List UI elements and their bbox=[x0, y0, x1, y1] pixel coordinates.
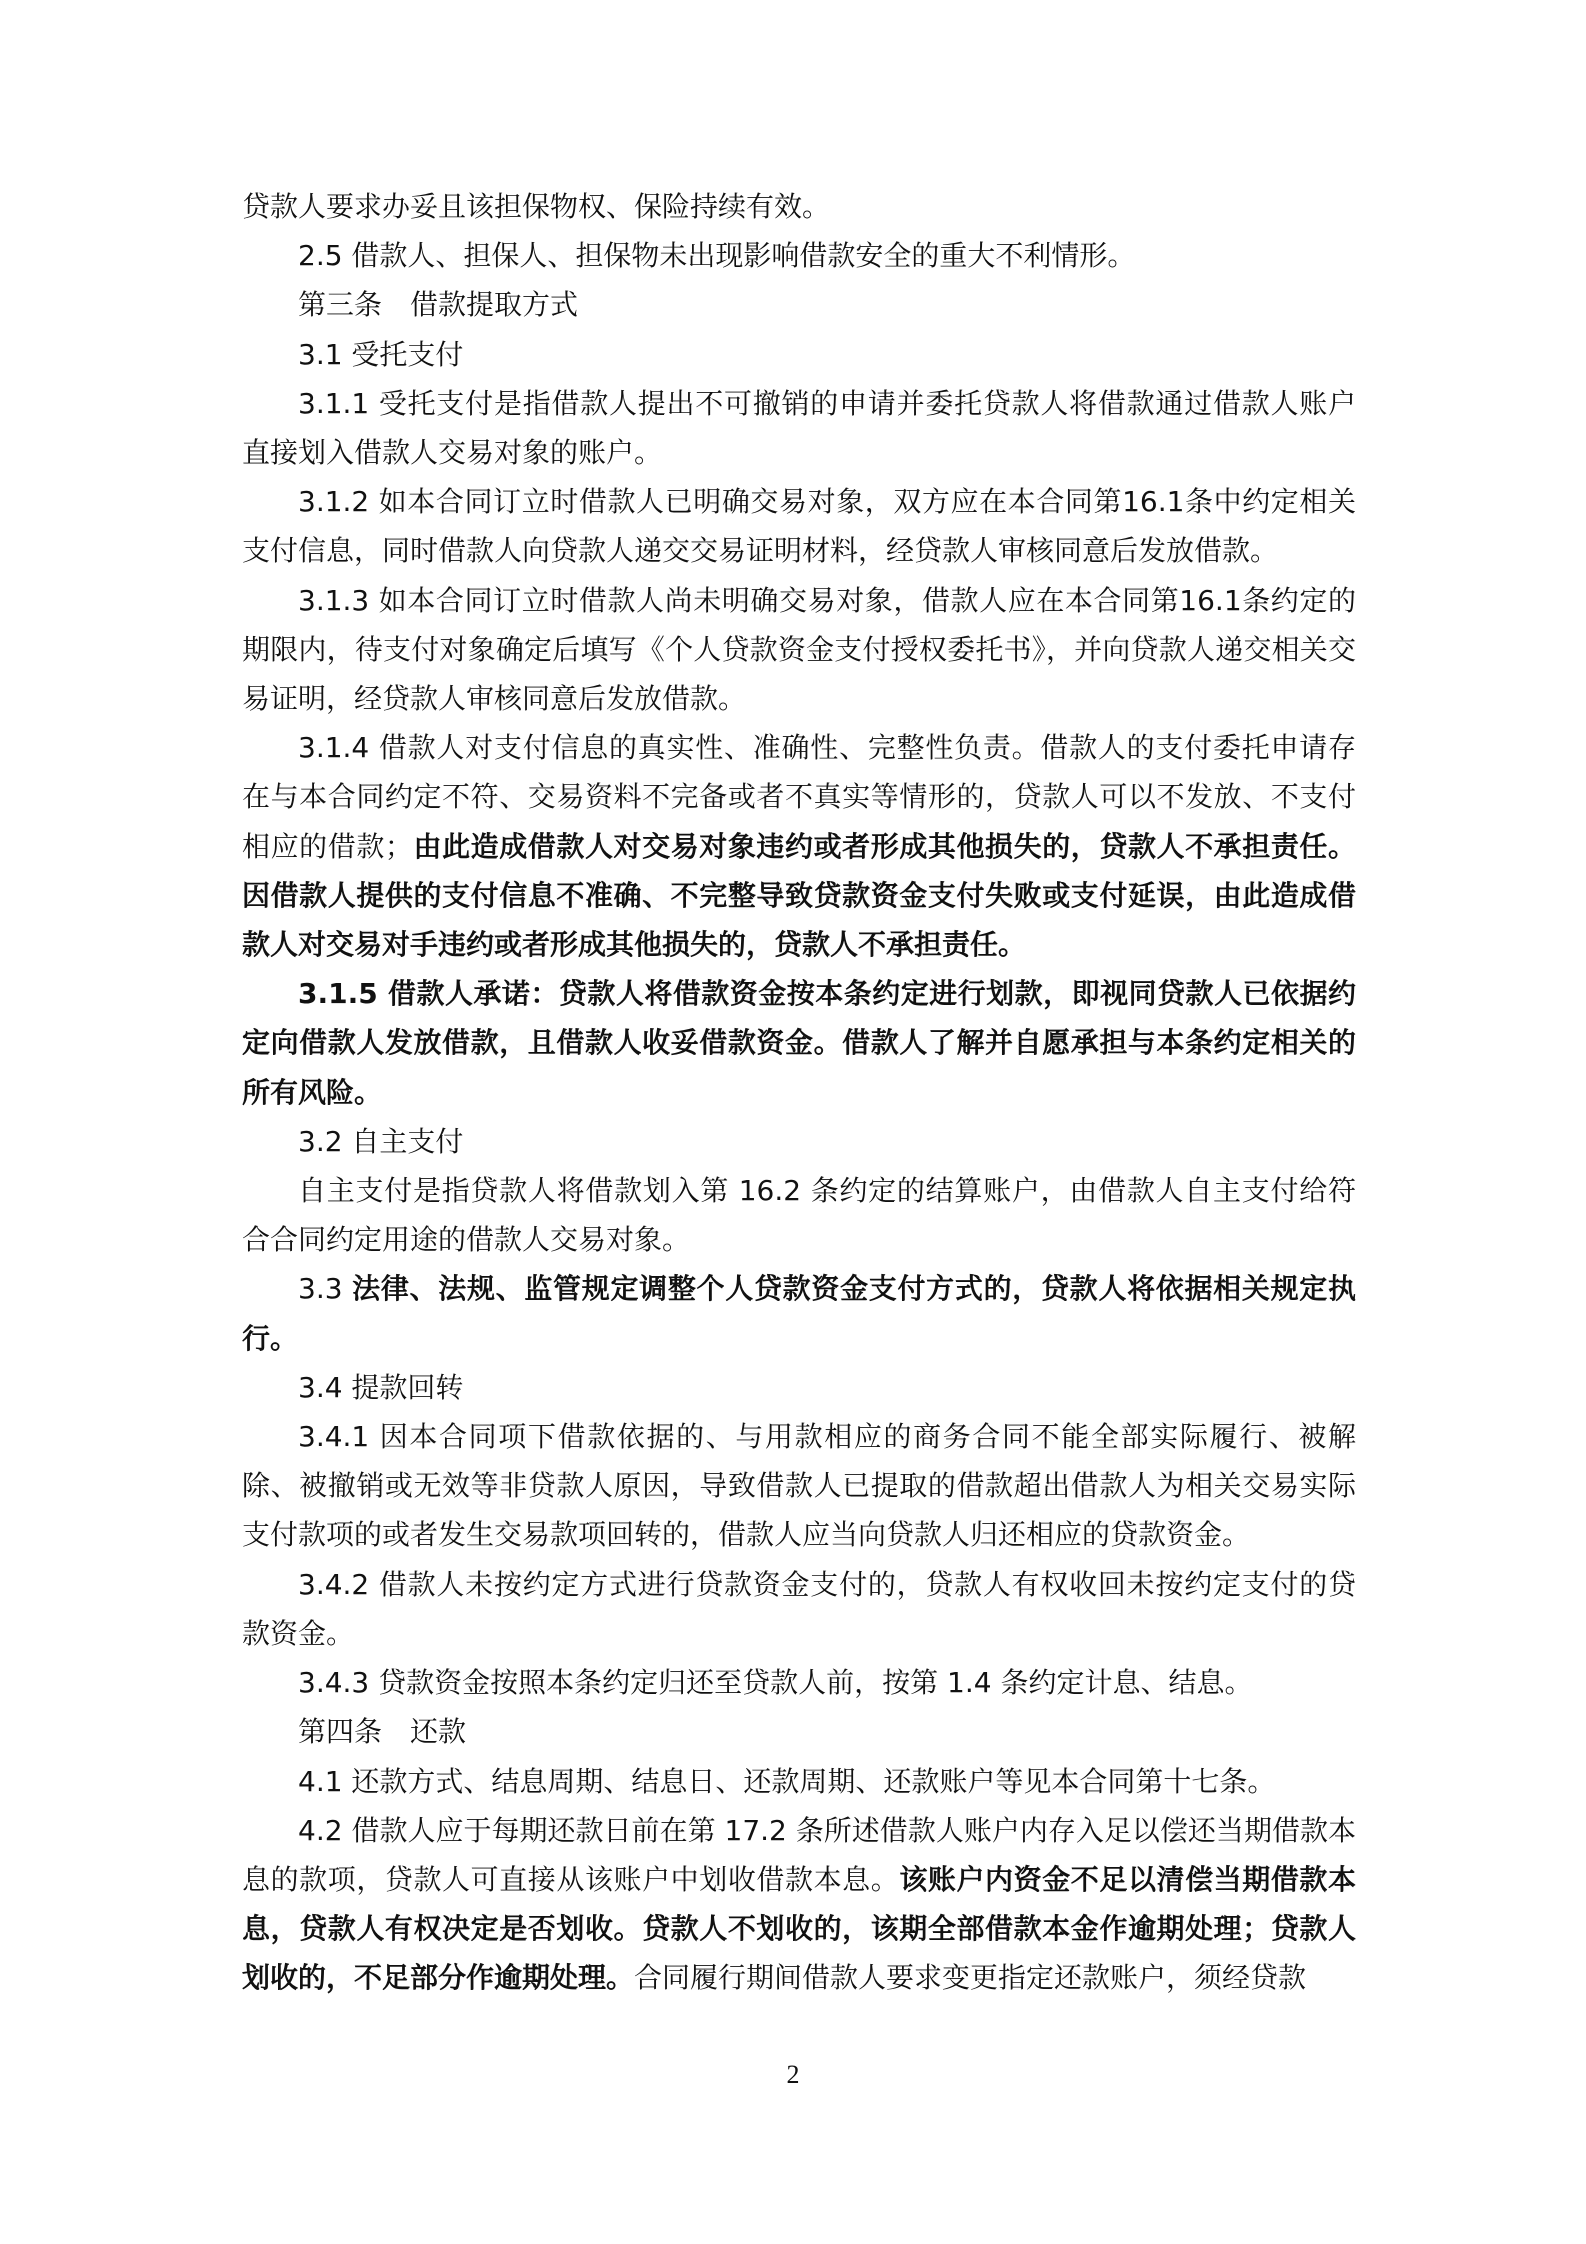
text-run: 3.1 受托支付 bbox=[298, 337, 464, 371]
text-run: 3.1.1 受托支付是指借款人提出不可撤销的申请并委托贷款人将借款通过借款人账户直接划入借款人交易对象的账户。 bbox=[242, 386, 1356, 470]
paragraph bbox=[242, 1363, 1356, 1412]
text-run: 3.4 提款回转 bbox=[298, 1370, 464, 1404]
document-body bbox=[242, 182, 1356, 2003]
bold-text-run: 该账户内资金不足以清偿当期借款本息，贷款人有权决定是否划收。贷款人不划收的，该期全部借款本金作逾期处理；贷款人划收的，不足部分作逾期处理。 bbox=[242, 1862, 1356, 1995]
bold-text-run: 由此造成借款人对交易对象违约或者形成其他损失的，贷款人不承担责任。因借款人提供的支付信息不准确、不完整导致贷款资金支付失败或支付延误，由此造成借款人对交易对手违约或者形成其他损失的，贷款人不承担责任。 bbox=[242, 829, 1356, 962]
text-run: 2.5 借款人、担保人、担保物未出现影响借款安全的重大不利情形。 bbox=[298, 239, 1136, 273]
paragraph bbox=[242, 723, 1356, 969]
text-run: 3.4.2 借款人未按约定方式进行贷款资金支付的，贷款人有权收回未按约定支付的贷款资金。 bbox=[242, 1567, 1356, 1650]
text-run: 4.2 借款人应于每期还款日前在第 17.2 条所述借款人账户内存入足以偿还当期借款本息的款项，贷款人可直接从该账户中划收借款本息。 bbox=[242, 1813, 1356, 1896]
text-run: 第四条 还款 bbox=[298, 1715, 467, 1749]
paragraph bbox=[242, 182, 1356, 231]
text-run: 3.3 bbox=[298, 1272, 353, 1306]
paragraph bbox=[242, 1264, 1356, 1362]
paragraph bbox=[242, 231, 1356, 280]
text-run: 4.1 还款方式、结息周期、结息日、还款周期、还款账户等见本合同第十七条。 bbox=[298, 1764, 1276, 1798]
paragraph bbox=[242, 1117, 1356, 1166]
paragraph bbox=[242, 1757, 1356, 1806]
paragraph bbox=[242, 1658, 1356, 1707]
text-run: 3.1.2 如本合同订立时借款人已明确交易对象，双方应在本合同第16.1条中约定相关支付信息，同时借款人向贷款人递交交易证明材料，经贷款人审核同意后发放借款。 bbox=[242, 485, 1356, 568]
page-number: 2 bbox=[786, 2060, 800, 2089]
paragraph bbox=[242, 1412, 1356, 1560]
paragraph bbox=[242, 1806, 1356, 2003]
paragraph bbox=[242, 379, 1356, 477]
paragraph bbox=[242, 330, 1356, 379]
paragraph bbox=[242, 1560, 1356, 1658]
text-run: 合同履行期间借款人要求变更指定还款账户，须经贷款 bbox=[634, 1961, 1307, 1995]
paragraph bbox=[242, 1707, 1356, 1756]
paragraph bbox=[242, 280, 1356, 329]
text-run: 3.2 自主支付 bbox=[298, 1124, 464, 1158]
text-run: 3.1.4 借款人对支付信息的真实性、准确性、完整性负责。借款人的支付委托申请存在与本合同约定不符、交易资料不完备或者不真实等情形的，贷款人可以不发放、不支付相应的借款； bbox=[242, 731, 1356, 863]
bold-text-run: 3.1.5 借款人承诺：贷款人将借款资金按本条约定进行划款，即视同贷款人已依据约定向借款人发放借款，且借款人收妥借款资金。借款人了解并自愿承担与本条约定相关的所有风险。 bbox=[242, 977, 1356, 1109]
paragraph bbox=[242, 969, 1356, 1117]
text-run: 3.4.1 因本合同项下借款依据的、与用款相应的商务合同不能全部实际履行、被解除、被撤销或无效等非贷款人原因，导致借款人已提取的借款超出借款人为相关交易实际支付款项的或者发生交易款项回转的，借款人应当向贷款人归还相应的贷款资金。 bbox=[242, 1420, 1356, 1552]
text-run: 第三条 借款提取方式 bbox=[298, 288, 579, 322]
bold-text-run: 法律、法规、监管规定调整个人贷款资金支付方式的，贷款人将依据相关规定执行。 bbox=[242, 1272, 1356, 1355]
paragraph bbox=[242, 576, 1356, 724]
text-run: 自主支付是指贷款人将借款划入第 16.2 条约定的结算账户，由借款人自主支付给符合合同约定用途的借款人交易对象。 bbox=[242, 1174, 1356, 1257]
paragraph bbox=[242, 477, 1356, 575]
text-run: 3.4.3 贷款资金按照本条约定归还至贷款人前，按第 1.4 条约定计息、结息。 bbox=[298, 1666, 1253, 1700]
paragraph bbox=[242, 1166, 1356, 1264]
text-run: 贷款人要求办妥且该担保物权、保险持续有效。 bbox=[242, 190, 831, 223]
text-run: 3.1.3 如本合同订立时借款人尚未明确交易对象，借款人应在本合同第16.1条约定的期限内，待支付对象确定后填写《个人贷款资金支付授权委托书》，并向贷款人递交相关交易证明，经贷款人审核同意后发放借款。 bbox=[242, 583, 1356, 716]
